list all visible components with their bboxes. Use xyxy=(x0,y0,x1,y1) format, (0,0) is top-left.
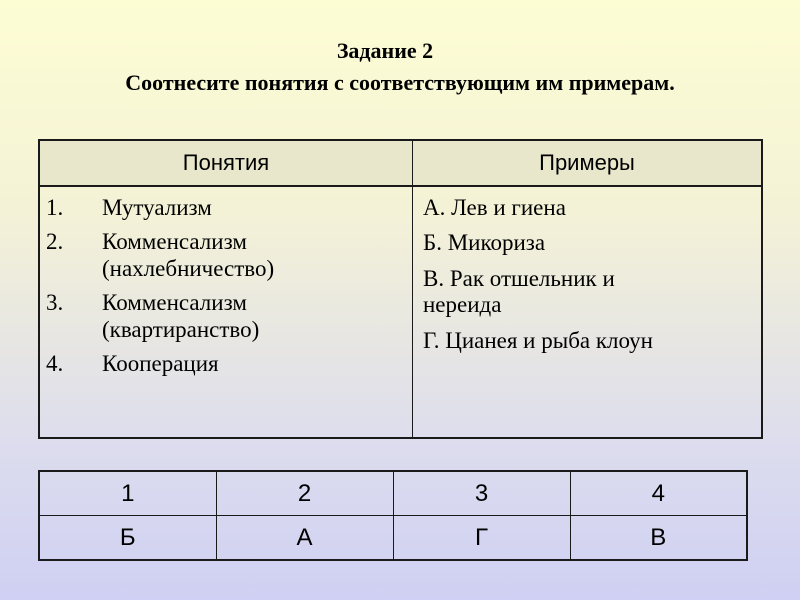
concepts-table xyxy=(38,139,763,439)
task-instruction: Соотнесите понятия с соответствующим им примерам. xyxy=(125,70,675,95)
examples-cell xyxy=(413,186,763,438)
answer-letter-cell: Г xyxy=(393,516,570,561)
example-item: Г. Цианея и рыба клоун xyxy=(423,327,653,353)
concept-number: 2. xyxy=(46,229,64,255)
answer-header-row xyxy=(39,471,747,516)
concept-text: Комменсализм (квартиранство) xyxy=(102,290,260,342)
concept-text: Комменсализм (нахлебничество) xyxy=(102,229,275,281)
concepts-body-row xyxy=(39,186,762,438)
answer-number-cell: 1 xyxy=(39,471,216,516)
task-title: Задание 2 xyxy=(336,38,434,63)
concept-item xyxy=(46,195,406,221)
concept-number: 1. xyxy=(46,195,64,220)
concept-item xyxy=(46,290,406,343)
answer-number-cell: 3 xyxy=(393,471,570,516)
concepts-header-row xyxy=(39,140,762,186)
slide-heading xyxy=(0,38,800,96)
answer-letter-cell: Б xyxy=(39,516,216,561)
concept-item xyxy=(46,351,406,377)
example-item: Б. Микориза xyxy=(423,230,546,256)
concepts-list xyxy=(46,195,406,378)
concept-number: 4. xyxy=(46,351,64,377)
concepts-header: Понятия xyxy=(39,140,413,186)
example-item: А. Лев и гиена xyxy=(423,195,566,220)
example-item: В. Рак отшельник и нереида xyxy=(423,265,615,318)
examples-header: Примеры xyxy=(413,140,763,186)
answer-letter-row xyxy=(39,516,747,561)
concept-item xyxy=(46,229,406,282)
answer-number-cell: 4 xyxy=(570,471,747,516)
concept-number: 3. xyxy=(46,290,64,316)
concept-text: Кооперация xyxy=(102,351,219,377)
answer-table xyxy=(38,470,748,561)
answer-letter-cell: В xyxy=(570,516,747,561)
concept-text: Мутуализм xyxy=(102,195,212,220)
concepts-cell xyxy=(39,186,413,438)
answer-number-cell: 2 xyxy=(216,471,393,516)
answer-letter-cell: А xyxy=(216,516,393,561)
